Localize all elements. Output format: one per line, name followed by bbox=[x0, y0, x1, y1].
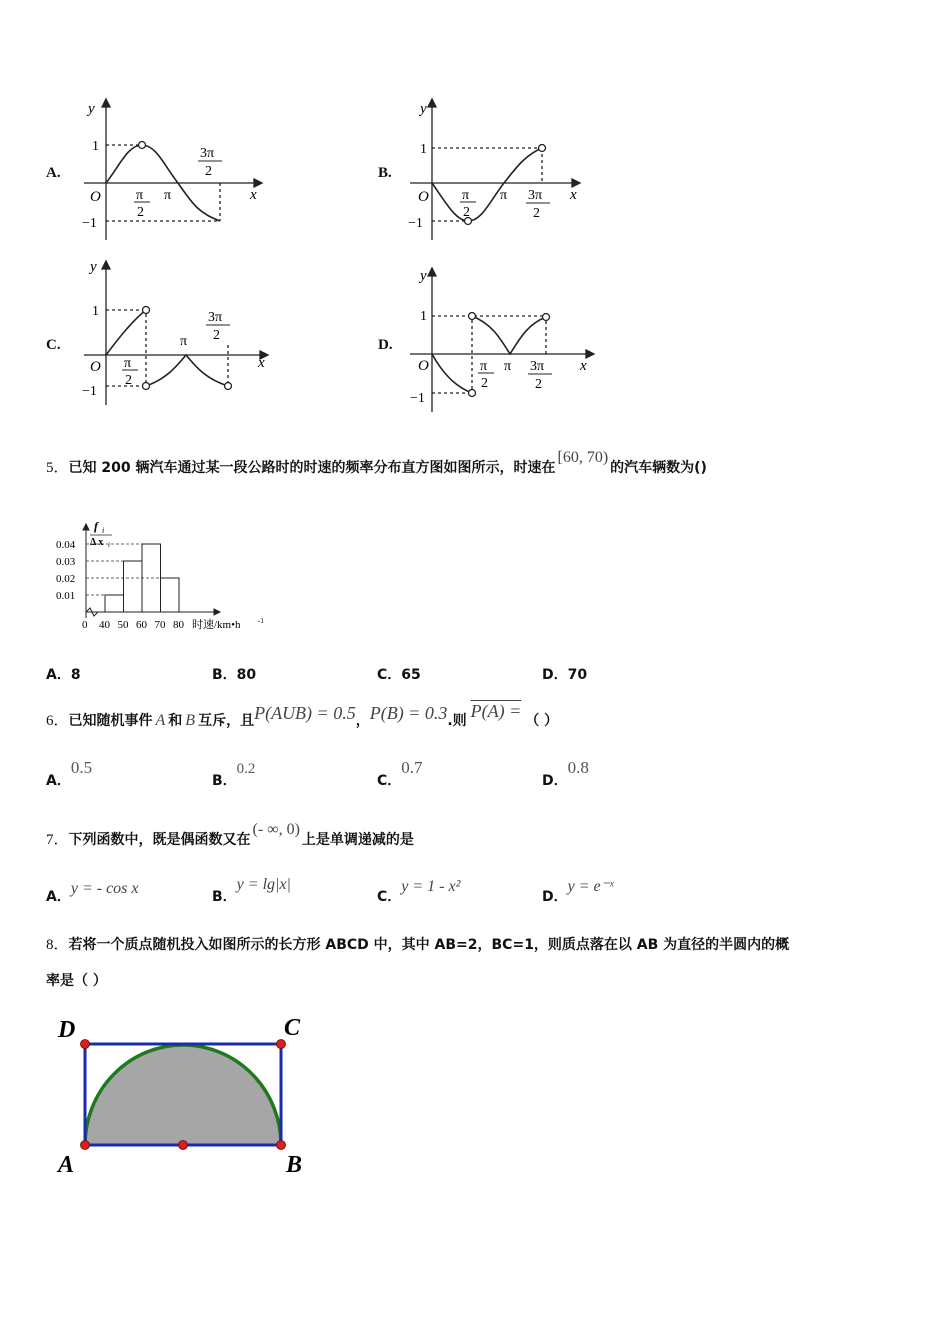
q7-option-c-letter: C． bbox=[377, 889, 402, 905]
graph-c-origin: O bbox=[90, 359, 101, 375]
question-6-event-a: A bbox=[155, 712, 166, 729]
graph-c-tick-pi: π bbox=[180, 334, 188, 349]
graph-b-tick-1: 1 bbox=[420, 142, 427, 157]
q6-option-c[interactable] bbox=[377, 758, 423, 789]
graph-option-c bbox=[76, 255, 276, 415]
histogram-xlabel: 时速/km•h bbox=[192, 619, 241, 631]
graph-a-origin: O bbox=[90, 189, 101, 205]
histogram-ylabel-denominator: Δ x bbox=[90, 537, 104, 548]
q6-option-d-value: 0.8 bbox=[567, 758, 589, 777]
histogram-y-tick: 0.03 bbox=[56, 556, 76, 568]
q6-option-b-value: 0.2 bbox=[236, 761, 256, 777]
semicircle-region bbox=[85, 1045, 281, 1145]
graph-d-tick-3pi-num: 3π bbox=[530, 359, 545, 374]
question-6-expr3: P(A) = bbox=[470, 701, 522, 721]
q6-option-c-value: 0.7 bbox=[401, 758, 423, 777]
graph-a-tick-pi: π bbox=[164, 188, 172, 203]
histogram-ylabel-denominator-sub: i bbox=[108, 541, 110, 549]
q5-option-c[interactable] bbox=[377, 664, 421, 684]
question-8-line-2: 率是（ ） bbox=[46, 973, 107, 989]
graph-a-tick-halfpi-den: 2 bbox=[137, 205, 144, 220]
histogram-bar-1 bbox=[105, 595, 124, 612]
histogram-ylabel-numerator: f bbox=[94, 519, 98, 533]
graph-b-x-label: x bbox=[570, 187, 577, 203]
graph-a-y-label: y bbox=[88, 101, 95, 117]
graph-a-x-label: x bbox=[250, 187, 257, 203]
point-b bbox=[277, 1141, 286, 1150]
option-c-label: C. bbox=[46, 337, 61, 353]
question-6-event-b: B bbox=[185, 712, 196, 729]
histogram-x-tick: 70 bbox=[154, 619, 166, 631]
label-a: A bbox=[58, 1152, 75, 1178]
histogram-y-tick: 0.01 bbox=[56, 590, 76, 602]
graph-option-d bbox=[402, 262, 602, 422]
q7-option-a-value: y = - cos x bbox=[70, 880, 139, 897]
histogram-x-tick: 40 bbox=[99, 619, 110, 631]
graph-b-origin: O bbox=[418, 189, 429, 205]
q7-option-d-letter: D． bbox=[542, 889, 568, 905]
option-b-label: B. bbox=[378, 165, 392, 181]
graph-d-tick-neg1: −1 bbox=[410, 391, 425, 406]
graph-d-tick-pi: π bbox=[504, 359, 512, 374]
rectangle-semicircle-figure bbox=[50, 1010, 320, 1180]
q5-option-c-value: 65 bbox=[401, 667, 421, 683]
graph-c-y-label: y bbox=[90, 259, 97, 275]
q5-option-d[interactable] bbox=[542, 664, 587, 684]
q5-option-a-letter: A． bbox=[46, 667, 71, 683]
graph-b-y-label: y bbox=[420, 101, 427, 117]
graph-c-tick-3pi-den: 2 bbox=[213, 328, 220, 343]
question-7-interval: (- ∞, 0) bbox=[252, 821, 300, 838]
q5-option-a[interactable] bbox=[46, 664, 81, 684]
question-5-text-before: 已知 200 辆汽车通过某一段公路时的时速的频率分布直方图如图所示，时速在 bbox=[68, 460, 556, 476]
histogram-x-tick: 0 bbox=[82, 619, 88, 631]
question-7-number: 7． bbox=[46, 832, 69, 848]
q6-option-a-letter: A． bbox=[46, 773, 71, 789]
question-8-number: 8． bbox=[46, 937, 69, 953]
graph-a-tick-neg1: −1 bbox=[82, 216, 97, 231]
question-7-t1: 下列函数中，既是偶函数又在 bbox=[68, 832, 251, 848]
q5-option-a-value: 8 bbox=[70, 667, 81, 683]
question-6-text bbox=[46, 701, 559, 730]
graph-c-tick-1: 1 bbox=[92, 304, 99, 319]
q5-option-d-value: 70 bbox=[567, 667, 588, 683]
graph-d-tick-halfpi-num: π bbox=[480, 359, 488, 374]
option-d-label: D. bbox=[378, 337, 393, 353]
graph-d-tick-3pi-den: 2 bbox=[535, 377, 542, 392]
label-b: B bbox=[286, 1152, 303, 1178]
q6-option-b[interactable] bbox=[212, 758, 256, 789]
question-5-text bbox=[46, 449, 707, 477]
question-6-number: 6． bbox=[46, 713, 69, 729]
question-6-paren: （ ） bbox=[525, 713, 559, 729]
question-6-t2: 和 bbox=[168, 713, 183, 729]
histogram-y-tick: 0.02 bbox=[56, 573, 76, 585]
histogram-bar-2 bbox=[124, 561, 143, 612]
q6-option-d-letter: D． bbox=[542, 773, 568, 789]
question-5-number: 5． bbox=[46, 460, 69, 476]
graph-a-tick-3pi-num: 3π bbox=[200, 146, 215, 161]
graph-c-tick-halfpi-den: 2 bbox=[125, 373, 132, 388]
graph-b-tick-halfpi-num: π bbox=[462, 188, 470, 203]
question-8-line-1-text: 若将一个质点随机投入如图所示的长方形 ABCD 中，其中 AB=2，BC=1，则质点落在以 AB 为直径的半圆内的概 bbox=[68, 937, 790, 953]
label-c: C bbox=[284, 1015, 301, 1041]
histogram-y-tick: 0.04 bbox=[56, 539, 76, 551]
histogram-bar-4 bbox=[161, 578, 180, 612]
histogram-x-tick: 50 bbox=[117, 619, 129, 631]
point-a bbox=[81, 1141, 90, 1150]
graph-option-a bbox=[76, 95, 266, 245]
graph-d-origin: O bbox=[418, 358, 429, 374]
q7-option-b-letter: B． bbox=[212, 889, 237, 905]
q7-option-c-value: y = 1 - x² bbox=[401, 878, 461, 895]
graph-c-x-label: x bbox=[258, 355, 265, 371]
question-8-line-1 bbox=[46, 933, 789, 954]
histogram-x-tick: 80 bbox=[173, 619, 184, 631]
q6-option-c-letter: C． bbox=[377, 773, 402, 789]
speed-histogram bbox=[48, 510, 278, 635]
graph-option-b bbox=[402, 95, 592, 245]
q6-option-a-value: 0.5 bbox=[70, 758, 93, 777]
graph-b-tick-neg1: −1 bbox=[408, 216, 423, 231]
question-5-text-after: 的汽车辆数为() bbox=[610, 460, 707, 476]
q7-option-c[interactable] bbox=[377, 876, 461, 905]
graph-b-tick-halfpi-den: 2 bbox=[463, 205, 470, 220]
point-d bbox=[81, 1040, 90, 1049]
graph-a-tick-halfpi-num: π bbox=[136, 188, 144, 203]
graph-c-tick-neg1: −1 bbox=[82, 384, 97, 399]
q5-option-b[interactable] bbox=[212, 664, 256, 684]
question-5-interval: [60, 70) bbox=[557, 449, 609, 466]
q7-option-d-value: y = e⁻ˣ bbox=[567, 878, 614, 895]
question-7-t2: 上是单调递减的是 bbox=[301, 832, 414, 848]
q7-option-a[interactable] bbox=[46, 878, 139, 905]
graph-d-tick-halfpi-den: 2 bbox=[481, 376, 488, 391]
graph-d-y-label: y bbox=[420, 268, 427, 284]
q7-option-b-value: y = lg|x| bbox=[236, 876, 291, 893]
q5-option-d-letter: D． bbox=[542, 667, 568, 683]
question-6-t1: 已知随机事件 bbox=[68, 713, 153, 729]
graph-b-tick-pi: π bbox=[500, 188, 508, 203]
q5-option-b-letter: B． bbox=[212, 667, 237, 683]
question-6-expr2: P(B) = 0.3 bbox=[369, 703, 448, 723]
label-d: D bbox=[58, 1017, 76, 1043]
histogram-xlabel-sup: -1 bbox=[258, 617, 264, 625]
q6-option-b-letter: B． bbox=[212, 773, 237, 789]
question-6-expr1: P(AUB) = 0.5 bbox=[254, 703, 356, 723]
point-midpoint bbox=[179, 1141, 188, 1150]
question-6-t3: 互斥，且 bbox=[198, 713, 255, 729]
q6-option-a[interactable] bbox=[46, 758, 93, 789]
graph-a-tick-1: 1 bbox=[92, 139, 99, 154]
graph-c-tick-3pi-num: 3π bbox=[208, 310, 223, 325]
question-6-t4: .则 bbox=[447, 713, 467, 729]
option-a-label: A. bbox=[46, 165, 61, 181]
graph-b-tick-3pi-den: 2 bbox=[533, 206, 540, 221]
q7-option-a-letter: A． bbox=[46, 889, 71, 905]
q7-option-d[interactable] bbox=[542, 876, 614, 905]
q7-option-b[interactable] bbox=[212, 874, 291, 905]
q5-option-c-letter: C． bbox=[377, 667, 402, 683]
question-6-comma: ， bbox=[355, 713, 370, 729]
graph-a-tick-3pi-den: 2 bbox=[205, 164, 212, 179]
histogram-x-tick: 60 bbox=[136, 619, 147, 631]
graph-c-tick-halfpi-num: π bbox=[124, 356, 132, 371]
graph-b-tick-3pi-num: 3π bbox=[528, 188, 543, 203]
q6-option-d[interactable] bbox=[542, 758, 589, 789]
graph-d-tick-1: 1 bbox=[420, 309, 427, 324]
histogram-ylabel-numerator-sub: i bbox=[102, 526, 105, 535]
question-7-text bbox=[46, 821, 414, 849]
q5-option-b-value: 80 bbox=[236, 667, 257, 683]
graph-d-x-label: x bbox=[580, 358, 587, 374]
